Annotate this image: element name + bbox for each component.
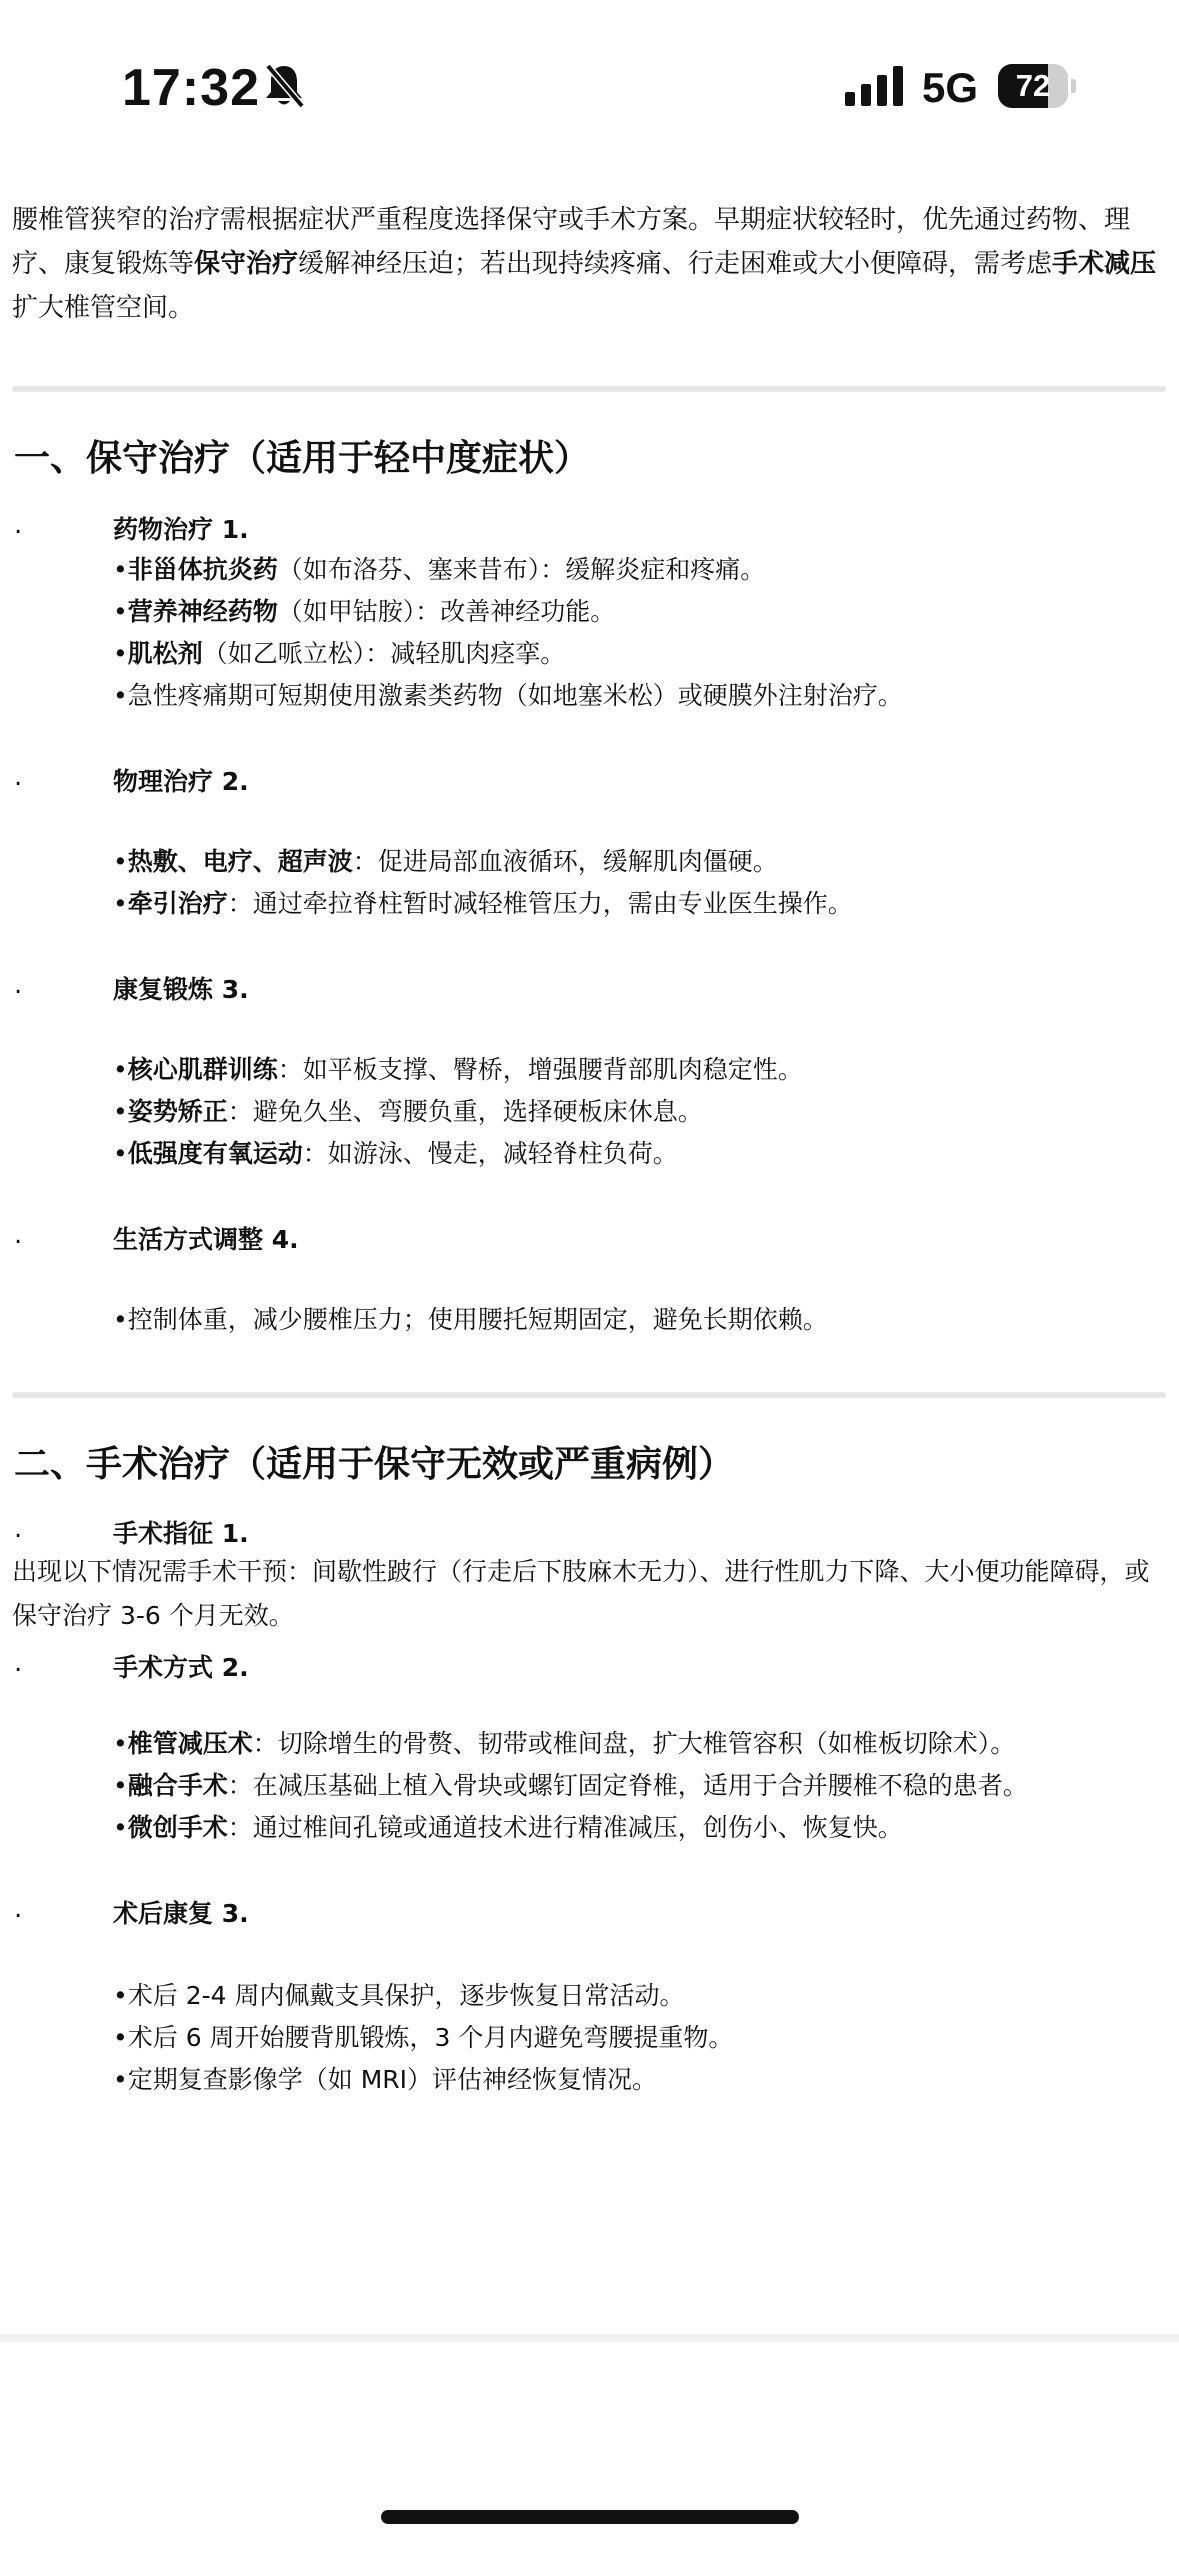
group-title: 物理治疗 2.: [113, 767, 249, 796]
list-item: •核心肌群训练：如平板支撑、臀桥，增强腰背部肌肉稳定性。: [113, 1055, 803, 1084]
status-time: 17:32: [122, 59, 260, 117]
battery-icon: [998, 64, 1076, 108]
list-item: •姿势矫正：避免久坐、弯腰负重，选择硬板床休息。: [113, 1097, 703, 1126]
intro-text-3: 扩大椎管空间。: [12, 293, 195, 323]
section1-title: 一、保守治疗（适用于轻中度症状）: [14, 438, 591, 479]
list-item: •术后 6 周开始腰背肌锻炼，3 个月内避免弯腰提重物。: [113, 2023, 734, 2052]
list-item: •定期复查影像学（如 MRI）评估神经恢复情况。: [113, 2065, 658, 2094]
list-marker: .: [14, 1648, 23, 1678]
group-title: 生活方式调整 4.: [113, 1225, 299, 1254]
list-item: •肌松剂（如乙哌立松）：减轻肌肉痉挛。: [113, 639, 566, 668]
list-item: •融合手术：在减压基础上植入骨块或螺钉固定脊椎，适用于合并腰椎不稳的患者。: [113, 1771, 1028, 1800]
list-item: •牵引治疗：通过牵拉脊柱暂时减轻椎管压力，需由专业医生操作。: [113, 889, 853, 918]
group-title: 康复锻炼 3.: [113, 975, 249, 1004]
list-item: •营养神经药物（如甲钴胺）：改善神经功能。: [113, 597, 616, 626]
list-marker: .: [14, 1894, 23, 1924]
section2-title: 二、手术治疗（适用于保守无效或严重病例）: [14, 1444, 735, 1485]
section-divider: [12, 1392, 1166, 1398]
list-item: •急性疼痛期可短期使用激素类药物（如地塞米松）或硬膜外注射治疗。: [113, 681, 903, 710]
cellular-signal-icon: [845, 66, 905, 106]
list-item: •控制体重，减少腰椎压力；使用腰托短期固定，避免长期依赖。: [113, 1305, 828, 1334]
home-indicator[interactable]: [381, 2510, 799, 2524]
list-marker: .: [14, 762, 23, 792]
list-marker: .: [14, 1220, 23, 1250]
group-title: 手术指征 1.: [113, 1519, 249, 1548]
bell-slash-icon: [262, 62, 306, 110]
group-title: 术后康复 3.: [113, 1899, 249, 1928]
network-type: 5G: [922, 64, 979, 111]
intro-text-2: 缓解神经压迫；若出现持续疼痛、行走困难或大小便障碍，需考虑: [298, 249, 1053, 279]
intro-text-1: 腰椎管狭窄的治疗需根据症状严重程度选择保守或手术方案。早期症状较轻时，优先通过药物、理疗、康复锻炼等: [12, 205, 1131, 279]
list-marker: .: [14, 510, 23, 540]
list-item: •低强度有氧运动：如游泳、慢走，减轻脊柱负荷。: [113, 1139, 678, 1168]
battery-level: 72: [1015, 68, 1051, 103]
section-divider: [12, 386, 1166, 392]
group-title: 手术方式 2.: [113, 1653, 249, 1682]
list-marker: .: [14, 970, 23, 1000]
list-marker: .: [14, 1514, 23, 1544]
list-item: •椎管减压术：切除增生的骨赘、韧带或椎间盘，扩大椎管容积（如椎板切除术）。: [113, 1729, 1016, 1758]
intro-bold-2: 手术减压: [1052, 249, 1157, 279]
page-end-band: [0, 2334, 1179, 2342]
indication-paragraph: 出现以下情况需手术干预：间歇性跛行（行走后下肢麻木无力）、进行性肌力下降、大小便功能障碍，或保守治疗 3-6 个月无效。: [12, 1557, 1150, 1630]
list-item: •非甾体抗炎药（如布洛芬、塞来昔布）：缓解炎症和疼痛。: [113, 555, 766, 584]
intro-paragraph: [12, 198, 1172, 330]
group-title: 药物治疗 1.: [113, 515, 249, 544]
intro-bold-1: 保守治疗: [194, 249, 299, 279]
list-item: •热敷、电疗、超声波：促进局部血液循环，缓解肌肉僵硬。: [113, 847, 778, 876]
list-item: •术后 2-4 周内佩戴支具保护，逐步恢复日常活动。: [113, 1981, 685, 2010]
list-item: •微创手术：通过椎间孔镜或通道技术进行精准减压，创伤小、恢复快。: [113, 1813, 903, 1842]
